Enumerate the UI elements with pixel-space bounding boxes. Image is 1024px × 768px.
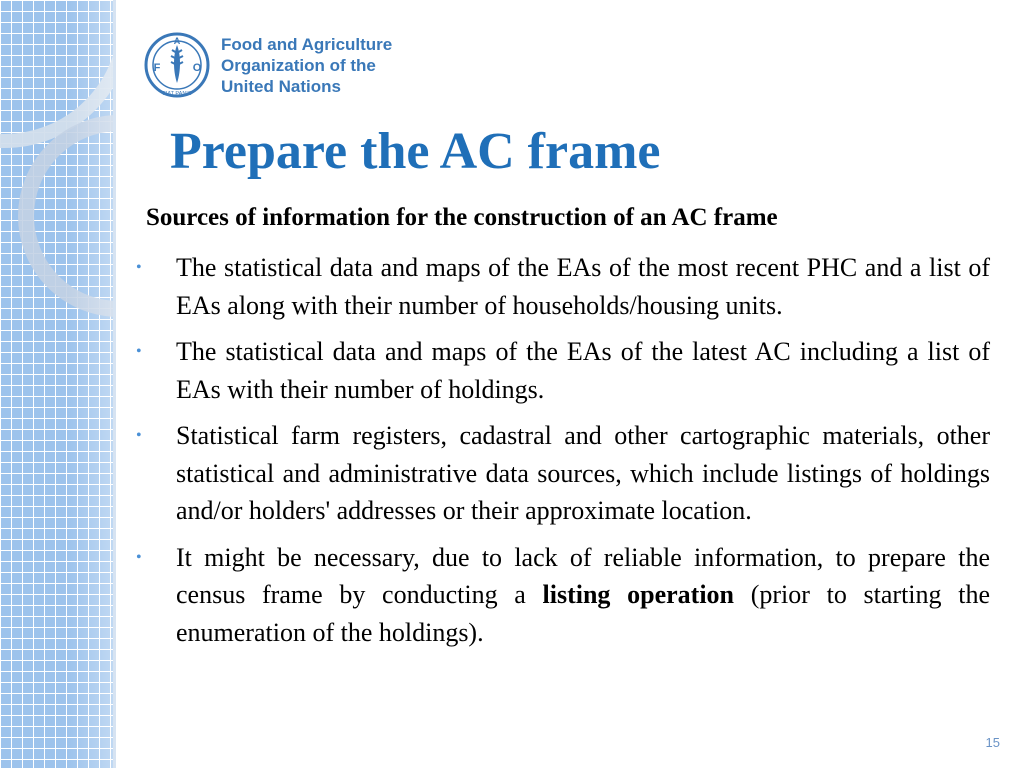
- bullet-text: The statistical data and maps of the EAs of the most recent PHC and a list of EAs along with their number of households/housing units.: [176, 253, 990, 320]
- bullet-item: [130, 417, 990, 530]
- band-divider: [113, 0, 116, 768]
- fao-logo: [143, 30, 392, 100]
- page-number: 15: [985, 735, 1000, 750]
- fao-emblem-icon: [143, 31, 211, 99]
- bullet-item: [130, 539, 990, 652]
- emblem-letter: O: [192, 62, 202, 74]
- bullet-text: It might be necessary, due to lack of reliable information, to prepare the census frame by conducting a: [176, 542, 990, 609]
- bullet-icon: •: [136, 548, 142, 566]
- bullet-item: [130, 333, 990, 408]
- bullet-text: (prior to starting the enumeration of the holdings).: [176, 580, 990, 647]
- slide-subtitle: Sources of information for the construction of an AC frame: [146, 204, 778, 231]
- fao-wordmark: [221, 34, 392, 97]
- decorative-ring: [0, 0, 113, 148]
- emblem-letter: F: [153, 62, 161, 74]
- emblem-motto: FIAT PANIS: [162, 91, 192, 97]
- decorative-ring: [18, 115, 113, 317]
- slide-title: Prepare the AC frame: [170, 123, 661, 180]
- decorative-grid-band: [0, 0, 113, 768]
- bullet-icon: •: [136, 343, 142, 360]
- emblem-letter: A: [173, 36, 181, 46]
- bullet-bold-text: listing operation: [542, 580, 735, 609]
- bullet-icon: •: [136, 259, 142, 276]
- logo-line: Food and Agriculture: [221, 34, 393, 54]
- bullet-list: [130, 249, 990, 660]
- logo-line: Organization of the: [221, 55, 376, 75]
- bullet-icon: •: [136, 427, 142, 444]
- logo-line: United Nations: [221, 76, 341, 96]
- bullet-item: [130, 249, 990, 324]
- bullet-text: The statistical data and maps of the EAs of the latest AC including a list of EAs with their number of holdings.: [176, 337, 990, 404]
- bullet-text: Statistical farm registers, cadastral and other cartographic materials, other statistical and administrative data sources, which include listings of holdings and/or holders' addresses or their approximate location.: [176, 421, 990, 525]
